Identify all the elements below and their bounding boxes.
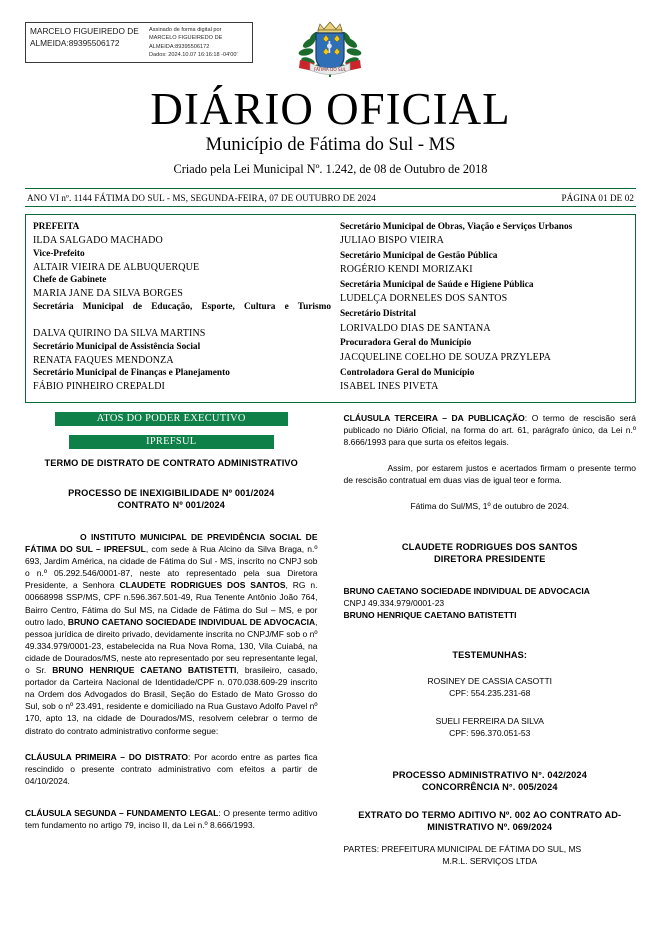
official-role: Secretária Municipal de Saúde e Higiene Pública [340, 280, 534, 291]
preamble-person-2: BRUNO HENRIQUE CAETANO BATISTETTI [52, 665, 237, 676]
signer-2-representative [344, 609, 637, 621]
process-number-line-2: CONTRATO Nº 001/2024 [117, 500, 226, 510]
official-name: JULIAO BISPO VIEIRA [340, 235, 444, 247]
preamble-text-2: , RG n. 00668998 SSP/MS, CPF n.596.367.501-49, Rua Tenente Antônio João 764, Bairro Centro, Fátima do Sul MS, na Cidade de Fátima do Sul – MS, e por outro lado, [25, 580, 318, 627]
edition-bar [25, 188, 636, 207]
process-number-line-1: PROCESSO DE INEXIGIBILIDADE Nº 001/2024 [68, 488, 275, 498]
official-role: Secretário Municipal de Obras, Viação e Serviços Urbanos [340, 222, 573, 232]
signature-details [146, 23, 252, 62]
preamble-text-3: , pessoa jurídica de direito privado, devidamente inscrita no CNPJ/MF sob o nº 49.334.979/0001-23, estabelecida na Rua Nova Roma, 130, Vila Cuiabá, na cidade de Dourados/MS, neste ato representado por seu representante legal, o Sr. [25, 616, 318, 676]
contract-preamble-paragraph [25, 531, 318, 737]
official-role: Vice-Prefeito [33, 248, 85, 259]
preamble-text-4: , brasileiro, casado, portador da Carteira Nacional de Identidade/CPF n. 070.038.609-29 inscrito na Ordem dos Advogados do Brasil, Seção do Estado de Mato Grosso do Sul, sob o nº 23.491, residente e domiciliado na Rua Gustavo Adolfo Pavel nº 170, apto 13, na cidade de Dourados/MS, resolvem celebrar o termo de distrato do contrato administrativo conforme segue: [25, 665, 318, 736]
preamble-party-1: O INSTITUTO MUNICIPAL DE PREVIDÊNCIA SOCIAL DE FÁTIMA DO SUL – IPREFSUL [25, 532, 318, 555]
digital-signature-stamp [25, 22, 253, 63]
preamble-party-2: BRUNO CAETANO SOCIEDADE INDIVIDUAL DE ADVOCACIA [67, 616, 316, 627]
edition-bar-page: PÁGINA 01 DE 02 [561, 192, 634, 203]
masthead-subtitle: Município de Fátima do Sul - MS [205, 135, 456, 155]
signer-2-representative-text: BRUNO HENRIQUE CAETANO BATISTETTI [343, 609, 517, 620]
official-role: Secretário Municipal de Assistência Social [33, 341, 201, 352]
banner-iprefsul: IPREFSUL [69, 435, 274, 449]
witness-1-name: ROSINEY DE CASSIA CASOTTI [427, 675, 553, 686]
officials-column-left [33, 221, 331, 395]
doc-heading: TERMO DE DISTRATO DE CONTRATO ADMINISTRATIVO [44, 458, 298, 468]
official-role: Controladora Geral do Município [340, 367, 475, 378]
column-right [331, 412, 637, 867]
edition-bar-left: ANO VI nº. 1144 FÁTIMA DO SUL - MS, SEGUNDA-FEIRA, 07 DE OUTUBRO DE 2024 [27, 192, 376, 203]
official-name: DALVA QUIRINO DA SILVA MARTINS [33, 328, 206, 340]
clause-terceira [344, 412, 637, 448]
admin-process-line-1: PROCESSO ADMINISTRATIVO N°. 042/2024 [392, 770, 587, 781]
clause-segunda [25, 807, 318, 831]
official-role: PREFEITA [33, 222, 80, 232]
parties-value: M.R.L. SERVIÇOS LTDA [442, 856, 538, 867]
signer-1-name: CLAUDETE RODRIGUES DOS SANTOS [401, 541, 578, 552]
official-name: ROGÉRIO KENDI MORIZAKI [340, 264, 473, 276]
official-name: LORIVALDO DIAS DE SANTANA [340, 322, 491, 334]
official-role: Procuradora Geral do Município [340, 338, 472, 349]
signer-2-name [344, 585, 637, 597]
body-columns [25, 412, 636, 867]
witness-1-cpf: CPF: 554.235.231-68 [449, 687, 531, 698]
official-role: Chefe de Gabinete [33, 275, 107, 286]
official-role: Secretário Municipal de Finanças e Planejamento [33, 368, 230, 379]
clause-segunda-title: CLÁUSULA SEGUNDA – FUNDAMENTO LEGAL [25, 807, 219, 818]
banner-atos-do-poder-executivo: ATOS DO PODER EXECUTIVO [55, 412, 288, 426]
masthead-law-reference: Criado pela Lei Municipal Nº. 1.242, de 08 de Outubro de 2018 [173, 162, 488, 176]
extract-title-line-1: EXTRATO DO TERMO ADITIVO Nº. 002 AO CONTRATO AD- [358, 810, 622, 821]
place-and-date: Fátima do Sul/MS, 1º de outubro de 2024. [410, 501, 570, 512]
extract-title-line-2: MINISTRATIVO Nº. 069/2024 [427, 822, 553, 833]
clause-segunda-body: : O presente termo aditivo tem fundamento no artigo 79, inciso II, da Lei n.º 8.666/1993. [25, 807, 318, 830]
clause-primeira [25, 751, 318, 787]
official-name: LUDELÇA DORNELES DOS SANTOS [340, 293, 508, 305]
official-role: Secretário Municipal de Gestão Pública [340, 251, 498, 262]
signature-detail-line-2: MARCELO FIGUEIREDO DE [149, 35, 223, 42]
officials-column-right [331, 221, 629, 395]
witness-2-cpf: CPF: 596.370.051-53 [449, 728, 531, 739]
signer-1-role: DIRETORA PRESIDENTE [433, 553, 546, 564]
clause-primeira-title: CLÁUSULA PRIMEIRA – DO DISTRATO [25, 751, 188, 762]
clause-primeira-body: : Por acordo entre as partes fica rescindido o presente contrato administrativo com efeitos a partir de 04/10/2024. [25, 751, 318, 786]
svg-text:FÁTIMA DO SUL: FÁTIMA DO SUL [313, 67, 347, 72]
official-name: ALTAIR VIEIRA DE ALBUQUERQUE [33, 261, 200, 273]
admin-process-line-2: CONCORRÊNCIA N°. 005/2024 [421, 782, 558, 793]
official-role: Secretária Municipal de Educação, Esporte, Cultura e Turismo [33, 301, 331, 312]
official-name: ISABEL INES PIVETA [340, 380, 439, 392]
closing-paragraph: Assim, por estarem justos e acertados firmam o presente termo de rescisão contratual em duas vias de igual teor e forma. [343, 463, 636, 486]
official-name: RENATA FAQUES MENDONZA [33, 354, 174, 366]
witness-2-name: SUELI FERREIRA DA SILVA [435, 716, 544, 727]
page-title: DIÁRIO OFICIAL [150, 84, 511, 134]
official-name: MARIA JANE DA SILVA BORGES [33, 288, 183, 300]
official-name: ILDA SALGADO MACHADO [33, 235, 163, 247]
witness-heading: TESTEMUNHAS: [452, 649, 528, 660]
signature-subject-name: MARCELO FIGUEIREDO DE ALMEIDA:89395506172 [30, 26, 139, 49]
signature-detail-line-4: Dados: 2024.10.07 16:16:18 -04'00' [149, 52, 238, 59]
signer-2-name-text: BRUNO CAETANO SOCIEDADE INDIVIDUAL DE ADVOCACIA [343, 585, 590, 596]
official-name: FÁBIO PINHEIRO CREPALDI [33, 381, 165, 393]
clause-terceira-body: : O termo de rescisão será publicado no Diário Oficial, na forma do art. 61, parágrafo único, da Lei n.º 8.666/1993 para que surta os efeitos legais. [343, 413, 636, 448]
parties-label: PARTES: PREFEITURA MUNICIPAL DE FÁTIMA DO SUL, MS [343, 844, 582, 855]
preamble-text-1: , com sede à Rua Alcino da Silva Braga, n.º 693, Jardim América, na cidade de Fátima do Sul - MS, inscrito no CNPJ sob o n.º 05.292.546/0001-87, neste ato representado pela sua Diretora Presidente, a Senhora [25, 544, 318, 591]
column-left [25, 412, 331, 867]
officials-box [25, 214, 636, 403]
clause-terceira-title: CLÁUSULA TERCEIRA – DA PUBLICAÇÃO [343, 413, 525, 423]
signature-detail-line-3: ALMEIDA:89395506172 [149, 43, 210, 50]
preamble-person-1: CLAUDETE RODRIGUES DOS SANTOS [119, 580, 286, 591]
signature-detail-line-1: Assinado de forma digital por [149, 27, 222, 33]
official-name: JACQUELINE COELHO DE SOUZA PRZYLEPA [340, 351, 551, 363]
coat-of-arms-icon [296, 19, 364, 85]
official-role: Secretário Distrital [340, 309, 416, 320]
signer-2-cnpj: CNPJ 49.334.979/0001-23 [343, 597, 445, 608]
